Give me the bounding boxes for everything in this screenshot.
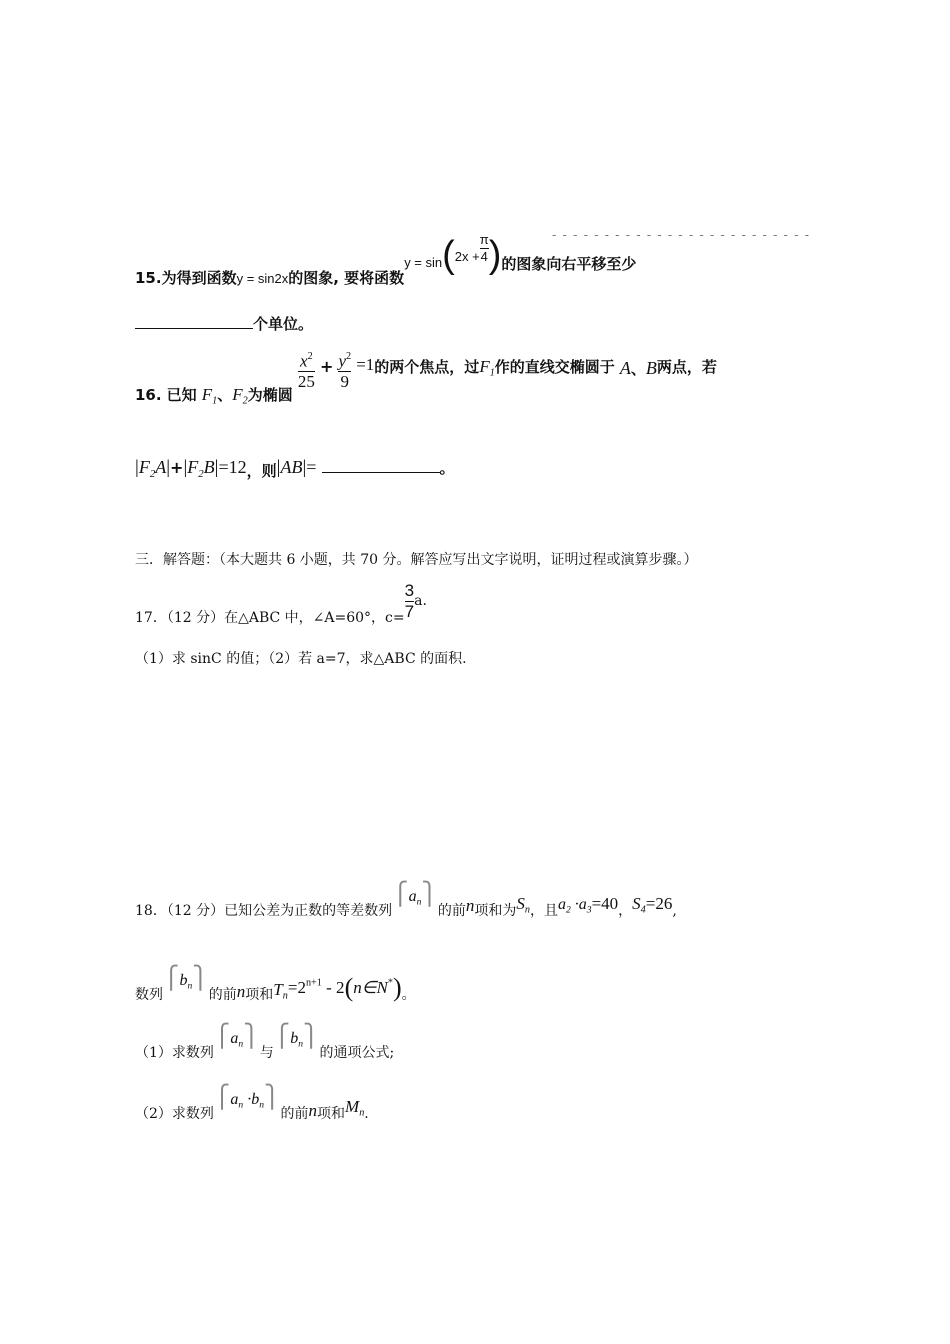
q16-blank: [322, 454, 440, 473]
q17-fraction: $\frac{3}{7}$: [404, 581, 415, 621]
q18-line-2: 数列$⎧b_n⎫$的前n项和$T_n=2^{n+1}$ - 2(n∈N*)。: [135, 966, 416, 1003]
q18-p2-text-b: 的前: [280, 1106, 309, 1122]
q16-F2A: $F_2A$: [138, 457, 167, 480]
q15-formula-1: y = sin2x: [236, 271, 289, 286]
q16-A: A: [619, 358, 631, 379]
q15-text-4: 个单位。: [253, 315, 314, 333]
q18-eq40: =40: [591, 894, 619, 913]
q18-text-2: 的前: [437, 903, 466, 919]
q18-part-1: （1）求数列$⎧a_n⎫$与$⎧b_n⎫$的通项公式;: [135, 1024, 395, 1061]
q15-frac-den: 4: [480, 249, 488, 264]
q18-text-6: 的前: [208, 987, 237, 1003]
q18-a-n: $a_n$: [408, 888, 422, 908]
q18-p2-text-a: （2）求数列: [135, 1106, 214, 1122]
q16-eq2: =12: [218, 457, 247, 477]
q16-B: B: [645, 358, 657, 379]
q16-eq3: =: [306, 457, 317, 477]
q18-M-n: $M_n$: [345, 1097, 365, 1119]
q16-end: 。: [439, 459, 455, 477]
q18-eq26: =26: [645, 894, 673, 913]
q16-frac-y: $\frac{y^2}{9}$: [338, 351, 352, 392]
q16-text-5: 两点，若: [656, 358, 717, 377]
question-18: 18．（12 分）已知公差为正数的等差数列$⎧a_n⎫$的前n项和为$S_n$，且$a_2 \cdot a_3=40$，$S_4=26$,: [135, 882, 677, 919]
q16-text-3: 的两个焦点，过: [374, 358, 480, 377]
q17-text-1: 17．（12 分）在△ABC 中，∠A=60°，c=: [135, 610, 405, 627]
q18-p2-text-c: 项和: [317, 1106, 346, 1122]
q16-AB: AB: [280, 457, 303, 477]
question-16: 16. 已知 $F_1$、$F_2$为椭圆 $\frac{x^2}{25}$ + $\frac{y^2}{9}$ =1的两个焦点，过$F_1$作的直线交椭圆于 A、B两点，若: [135, 351, 717, 407]
q18-S-n: $S_n$: [516, 894, 530, 916]
q15-text-2: 的图象, 要将函数: [288, 269, 405, 287]
q15-number: 15.: [135, 269, 162, 287]
q18-text-7: 项和: [245, 987, 274, 1003]
q15-formula-2-inner: 2x +: [454, 249, 480, 264]
q16-number: 16.: [135, 386, 162, 405]
q16-plus: +: [319, 357, 334, 377]
q15-formula-2-lhs: y = sin: [404, 255, 443, 270]
q18-p1-text-a: （1）求数列: [135, 1045, 214, 1061]
q16-eq1: =1: [356, 355, 375, 375]
q16-F2: $F_2$: [232, 385, 248, 407]
q18-T-n: $T_n$: [273, 980, 288, 1002]
q16-F1: $F_1$: [201, 385, 218, 407]
q15-blank: [135, 312, 253, 329]
q18-text-5: 数列: [135, 987, 163, 1003]
q18-p1-text-b: 与: [259, 1045, 274, 1061]
q18-p1-text-c: 的通项公式;: [319, 1045, 395, 1061]
q18-Tn-formula: $=2^{n+1}$ - 2(n∈N*): [287, 973, 402, 1002]
q16-text-1: 已知: [166, 386, 197, 405]
q17-parts: （1）求 sinC 的值；（2）若 a=7，求△ABC 的面积.: [135, 651, 467, 667]
dashed-line: - - - - - - - - - - - - - - - - - - - - - - - - -: [552, 228, 810, 243]
q18-text-3: 项和为: [474, 903, 517, 919]
section-3-heading: 三．解答题：（本大题共 6 小题，共 70 分。解答应写出文字说明，证明过程或演算步骤。）: [135, 552, 698, 568]
q16-text-4: 作的直线交椭圆于: [494, 358, 615, 377]
q16-frac-x: $\frac{x^2}{25}$: [297, 351, 315, 392]
q18-a2a3: $a_2 \cdot a_3$: [557, 896, 592, 916]
q16-sep: 、: [217, 386, 233, 405]
question-15: 15.为得到函数$_{y = sin2x}$的图象, 要将函数$_{y = sin}$(2x + $\frac{\pi}{4}$ )的图象向右平移至少: [135, 232, 637, 287]
q16-text-2: 为椭圆: [247, 386, 293, 405]
question-17: [135, 582, 427, 626]
q17-text-2: a.: [414, 593, 427, 610]
q18-text-4: ，且: [529, 903, 558, 919]
q18-part-2: （2）求数列$⎧a_n$ $\cdot b_n⎫$的前n项和$M_n$.: [135, 1085, 369, 1122]
q18-text-1: 18．（12 分）已知公差为正数的等差数列: [135, 903, 393, 919]
q15-answer-line: [135, 312, 313, 334]
q18-S4: $S_4$: [632, 894, 646, 916]
q16-F2B: $F_2B$: [187, 457, 215, 480]
q15-frac-num: π: [479, 232, 489, 248]
q16-line-2: $|F_2A|+|F_2B|=12$，则|AB|= 。: [135, 454, 455, 480]
q18-end: 。: [401, 987, 416, 1003]
q15-text-3: 的图象向右平移至少: [501, 255, 637, 273]
q16-text-6: ，则: [246, 462, 277, 480]
q18-n: n: [465, 896, 475, 915]
q16-F1b: $F_1$: [479, 357, 495, 379]
q18-b-n: $b_n$: [179, 972, 193, 992]
q15-fraction: [480, 233, 489, 263]
q15-text-1: 为得到函数: [161, 269, 237, 287]
